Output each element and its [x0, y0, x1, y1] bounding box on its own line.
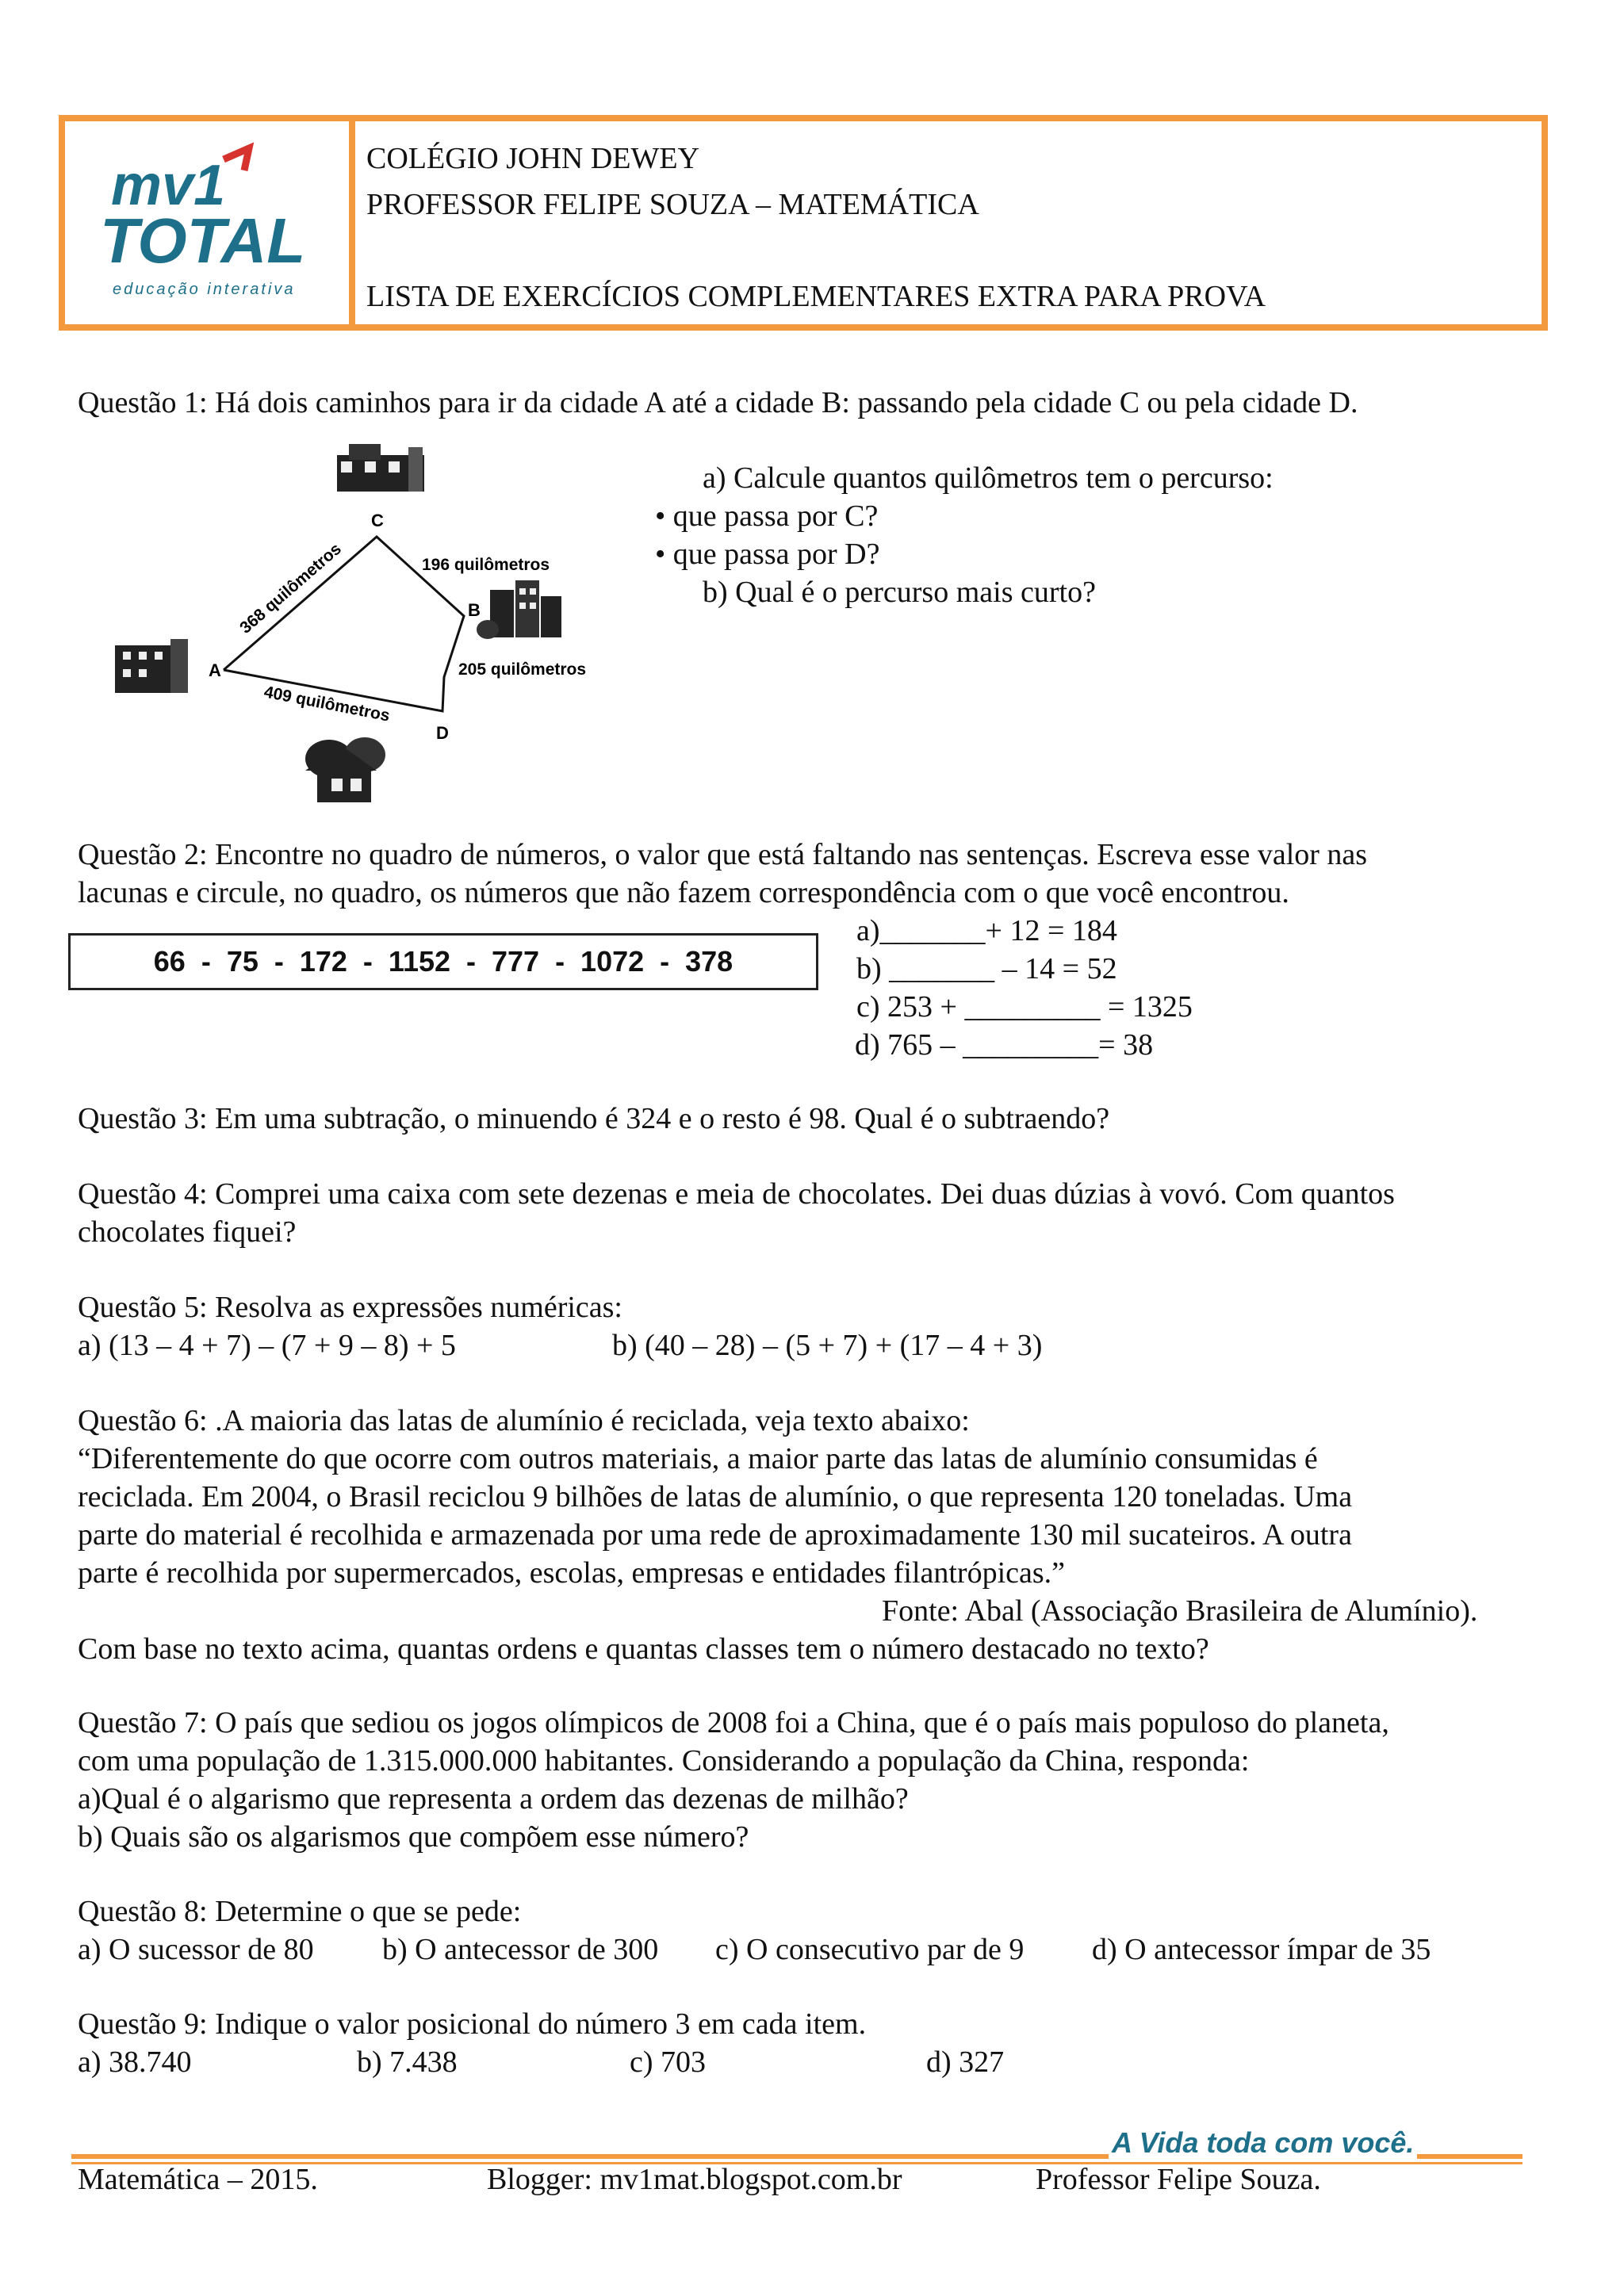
- footer-left: Matemática – 2015.: [78, 2163, 318, 2196]
- q5-title: Questão 5: Resolva as expressões numéricas:: [78, 1291, 622, 1324]
- q1-item-a1: • que passa por C?: [655, 499, 879, 533]
- logo: [65, 121, 355, 324]
- q6-question: Com base no texto acima, quantas ordens e quantas classes tem o número destacado no texto?: [78, 1632, 1209, 1666]
- q1-item-a2: • que passa por D?: [655, 538, 880, 571]
- city-d-label: D: [436, 723, 449, 743]
- city-b-label: B: [468, 600, 481, 620]
- q6-line2: “Diferentemente do que ocorre com outros materiais, a maior parte das latas de alumínio consumidas é: [78, 1442, 1318, 1475]
- logo-brand: mv1: [111, 154, 226, 217]
- distance-cb-label: 196 quilômetros: [422, 556, 550, 574]
- q2-line2: lacunas e circule, no quadro, os números que não fazem correspondência com o que você encontrou.: [78, 876, 1289, 909]
- mv1-total-logo: [65, 121, 349, 324]
- footer-slogan: A Vida toda com você.: [1109, 2126, 1417, 2160]
- header-box: [59, 115, 1548, 331]
- q2-item-b: b) _______ – 14 = 52: [856, 952, 1117, 985]
- school-name: COLÉGIO JOHN DEWEY: [366, 142, 700, 175]
- q1-title: Questão 1: Há dois caminhos para ir da cidade A até a cidade B: passando pela cidade C ou pela cidade D.: [78, 386, 1358, 419]
- q9-item-b: b) 7.438: [357, 2045, 458, 2079]
- q9-item-d: d) 327: [926, 2045, 1005, 2079]
- route-map: [103, 438, 626, 818]
- q5-item-b: b) (40 – 28) – (5 + 7) + (17 – 4 + 3): [612, 1329, 1043, 1362]
- q5-item-a: a) (13 – 4 + 7) – (7 + 9 – 8) + 5: [78, 1329, 456, 1362]
- q1-item-b: b) Qual é o percurso mais curto?: [703, 576, 1096, 609]
- q7-line2: com uma população de 1.315.000.000 habitantes. Considerando a população da China, responda:: [78, 1744, 1250, 1777]
- q8-item-c: c) O consecutivo par de 9: [715, 1933, 1025, 1966]
- q3-text: Questão 3: Em uma subtração, o minuendo é 324 e o resto é 98. Qual é o subtraendo?: [78, 1102, 1110, 1135]
- logo-accent: [224, 148, 249, 170]
- q6-line4: parte do material é recolhida e armazenada por uma rede de aproximadamente 130 mil sucateiros. A outra: [78, 1518, 1352, 1552]
- q2-item-d: d) 765 – _________= 38: [855, 1028, 1154, 1062]
- city-a-label: A: [209, 660, 221, 680]
- distance-ac-label: 368 quilômetros: [236, 539, 345, 637]
- distance-ad-label: 409 quilômetros: [262, 683, 392, 725]
- q8-item-a: a) O sucessor de 80: [78, 1933, 314, 1966]
- logo-total: TOTAL: [100, 205, 306, 276]
- q2-line1: Questão 2: Encontre no quadro de números, o valor que está faltando nas sentenças. Escreva esse valor nas: [78, 838, 1368, 871]
- q6-line5: parte é recolhida por supermercados, escolas, empresas e entidades filantrópicas.”: [78, 1556, 1066, 1590]
- distance-bd-label: 205 quilômetros: [458, 660, 587, 679]
- q9-item-a: a) 38.740: [78, 2045, 192, 2079]
- city-c-label: C: [371, 511, 384, 530]
- q2-item-c: c) 253 + _________ = 1325: [856, 990, 1193, 1024]
- building-b-icon: [477, 580, 561, 639]
- house-d-icon: [305, 737, 385, 802]
- q4-line2: chocolates fiquei?: [78, 1215, 297, 1249]
- header-text: [366, 136, 1266, 320]
- q4-line1: Questão 4: Comprei uma caixa com sete dezenas e meia de chocolates. Dei duas dúzias à vovó. Com quantos: [78, 1177, 1395, 1211]
- q2-item-a: a)_______+ 12 = 184: [856, 914, 1117, 947]
- q7-item-a: a)Qual é o algarismo que representa a ordem das dezenas de milhão?: [78, 1782, 909, 1816]
- building-c-icon: [337, 444, 424, 492]
- q8-title: Questão 8: Determine o que se pede:: [78, 1895, 522, 1928]
- q8-item-d: d) O antecessor ímpar de 35: [1092, 1933, 1431, 1966]
- q6-source: Fonte: Abal (Associação Brasileira de Alumínio).: [882, 1594, 1478, 1628]
- q6-line1: Questão 6: .A maioria das latas de alumínio é reciclada, veja texto abaixo:: [78, 1404, 970, 1437]
- q9-item-c: c) 703: [630, 2045, 707, 2079]
- building-a-icon: [115, 639, 188, 693]
- q8-item-b: b) O antecessor de 300: [382, 1933, 659, 1966]
- q7-item-b: b) Quais são os algarismos que compõem esse número?: [78, 1820, 749, 1854]
- teacher-name: PROFESSOR FELIPE SOUZA – MATEMÁTICA: [366, 188, 979, 221]
- q7-line1: Questão 7: O país que sediou os jogos olímpicos de 2008 foi a China, que é o país mais populoso do planeta,: [78, 1706, 1389, 1739]
- logo-tagline: educação interativa: [113, 281, 296, 298]
- q6-line3: reciclada. Em 2004, o Brasil reciclou 9 bilhões de latas de alumínio, o que representa 120 toneladas. Uma: [78, 1480, 1353, 1513]
- number-box: 66 - 75 - 172 - 1152 - 777 - 1072 - 378: [68, 933, 818, 990]
- footer-blog-link[interactable]: Blogger: mv1mat.blogspot.com.br: [487, 2163, 902, 2196]
- q1-item-a: a) Calcule quantos quilômetros tem o percurso:: [703, 461, 1274, 495]
- q9-title: Questão 9: Indique o valor posicional do número 3 em cada item.: [78, 2007, 867, 2041]
- list-title: LISTA DE EXERCÍCIOS COMPLEMENTARES EXTRA PARA PROVA: [366, 280, 1266, 313]
- footer-right: Professor Felipe Souza.: [1036, 2163, 1321, 2196]
